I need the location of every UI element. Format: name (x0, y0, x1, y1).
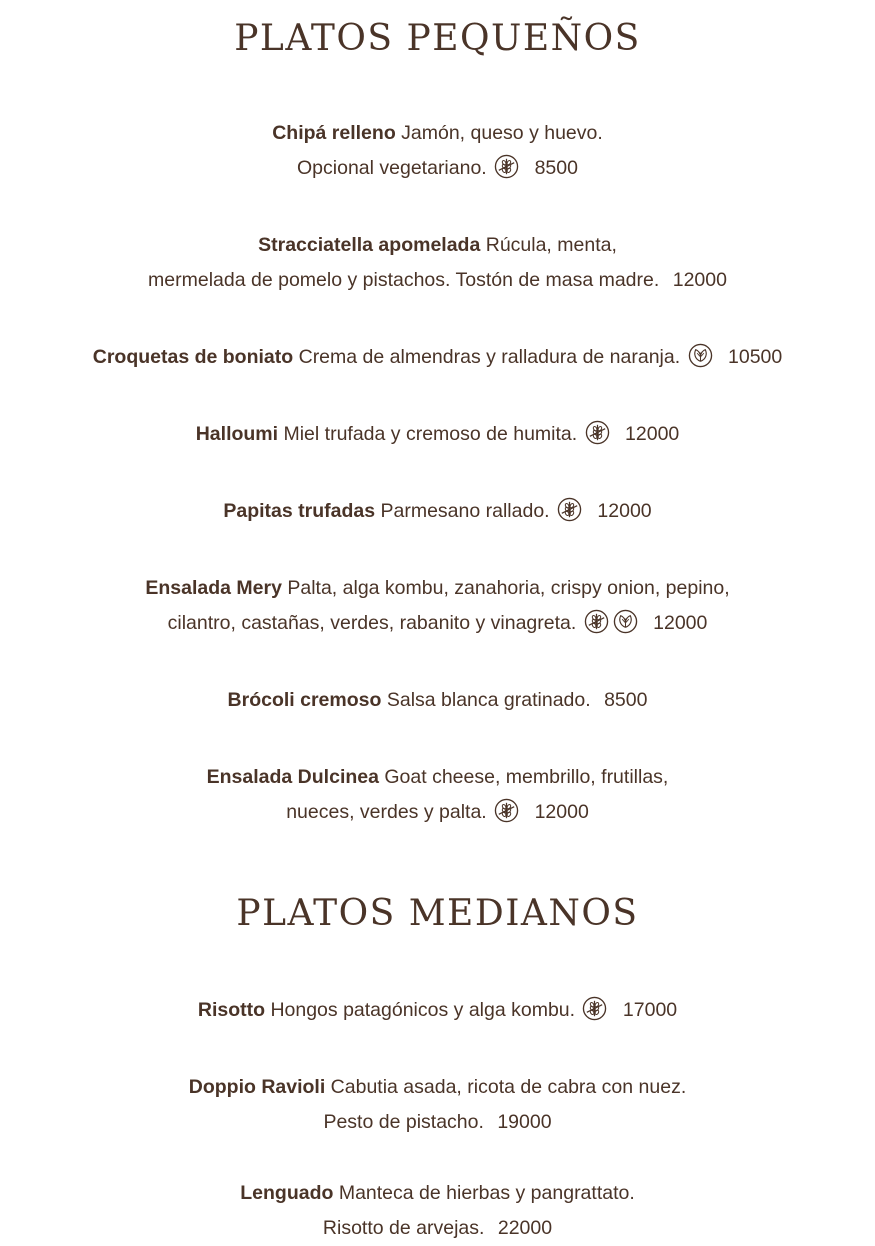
dish-name: Doppio Ravioli (188, 1076, 326, 1098)
dish-name: Stracciatella apomelada (258, 234, 481, 256)
dish-description: Salsa blanca gratinado. (386, 689, 591, 711)
dish-price: 22000 (497, 1217, 553, 1239)
menu-item-lenguado (0, 1176, 875, 1246)
dish-name: Ensalada Dulcinea (206, 766, 379, 788)
dish-description: Jamón, queso y huevo. (401, 122, 603, 144)
wheat-free-icon (494, 154, 519, 179)
dish-price: 12000 (597, 500, 652, 522)
dish-price: 8500 (604, 689, 648, 711)
dish-name: Halloumi (195, 423, 279, 445)
dish-description: nueces, verdes y palta. (286, 801, 487, 823)
dish-price: 12000 (672, 269, 727, 291)
dish-description: Manteca de hierbas y pangrattato. (338, 1182, 635, 1204)
dish-description: Parmesano rallado. (380, 500, 550, 522)
wheat-free-icon (582, 996, 607, 1021)
menu-item-ensalada-mery (0, 571, 875, 641)
dish-name: Brócoli cremoso (227, 689, 382, 711)
section-title-platos-medianos: PLATOS MEDIANOS (236, 893, 639, 934)
menu-item-line (0, 760, 875, 795)
menu-item-risotto (0, 993, 875, 1028)
menu-item-line (0, 1176, 875, 1211)
wheat-free-icon (494, 798, 519, 823)
wheat-free-icon (584, 609, 609, 634)
dish-price: 19000 (497, 1111, 552, 1133)
wheat-free-icon (585, 420, 610, 445)
dish-description: Opcional vegetariano. (297, 157, 487, 179)
dish-description: Goat cheese, membrillo, frutillas, (384, 766, 669, 788)
dish-price: 12000 (625, 423, 680, 445)
menu-item-line (0, 571, 875, 606)
menu-item-brocoli (0, 683, 875, 718)
dish-description: Crema de almendras y ralladura de naranja. (298, 346, 681, 368)
menu-item-line (0, 1105, 875, 1140)
menu-item-line (0, 151, 875, 186)
menu-item-stracciatella (0, 228, 875, 298)
dish-name: Risotto (197, 999, 266, 1021)
dish-description: Pesto de pistacho. (323, 1111, 484, 1133)
dish-price: 12000 (653, 612, 708, 634)
menu-item-line (0, 263, 875, 298)
dish-description: Palta, alga kombu, zanahoria, crispy onion, pepino, (287, 577, 730, 599)
dish-description: mermelada de pomelo y pistachos. Tostón de masa madre. (148, 269, 660, 291)
menu-item-line (0, 116, 875, 151)
menu-item-line (0, 340, 875, 375)
vegan-leaf-icon (613, 609, 638, 634)
menu-item-doppio-ravioli (0, 1070, 875, 1140)
dish-price: 8500 (534, 157, 578, 179)
dish-description: Miel trufada y cremoso de humita. (283, 423, 578, 445)
menu-item-line (0, 795, 875, 830)
menu-item-line (0, 993, 875, 1028)
dish-name: Ensalada Mery (145, 577, 282, 599)
menu-item-line (0, 606, 875, 641)
dish-description: Cabutia asada, ricota de cabra con nuez. (330, 1076, 687, 1098)
menu-item-line (0, 228, 875, 263)
menu-item-ensalada-dulcinea (0, 760, 875, 830)
menu-item-line (0, 417, 875, 452)
menu-item-croquetas (0, 340, 875, 375)
menu-item-line (0, 683, 875, 718)
dish-description: Hongos patagónicos y alga kombu. (270, 999, 576, 1021)
menu-item-line (0, 1070, 875, 1105)
dish-price: 12000 (534, 801, 589, 823)
dish-name: Papitas trufadas (223, 500, 376, 522)
dish-description: Risotto de arvejas. (322, 1217, 485, 1239)
wheat-free-icon (557, 497, 582, 522)
vegan-leaf-icon (688, 343, 713, 368)
dish-name: Lenguado (240, 1182, 334, 1204)
menu-item-chipa (0, 116, 875, 186)
menu-item-papitas (0, 494, 875, 529)
dish-description: cilantro, castañas, verdes, rabanito y vinagreta. (167, 612, 577, 634)
dish-name: Chipá relleno (272, 122, 396, 144)
dish-description: Rúcula, menta, (485, 234, 617, 256)
dish-price: 10500 (728, 346, 783, 368)
menu-item-halloumi (0, 417, 875, 452)
dish-name: Croquetas de boniato (92, 346, 294, 368)
menu-item-line (0, 494, 875, 529)
section-title-platos-pequenos: PLATOS PEQUEÑOS (234, 18, 641, 59)
dish-price: 17000 (622, 999, 678, 1021)
menu-item-line (0, 1211, 875, 1246)
